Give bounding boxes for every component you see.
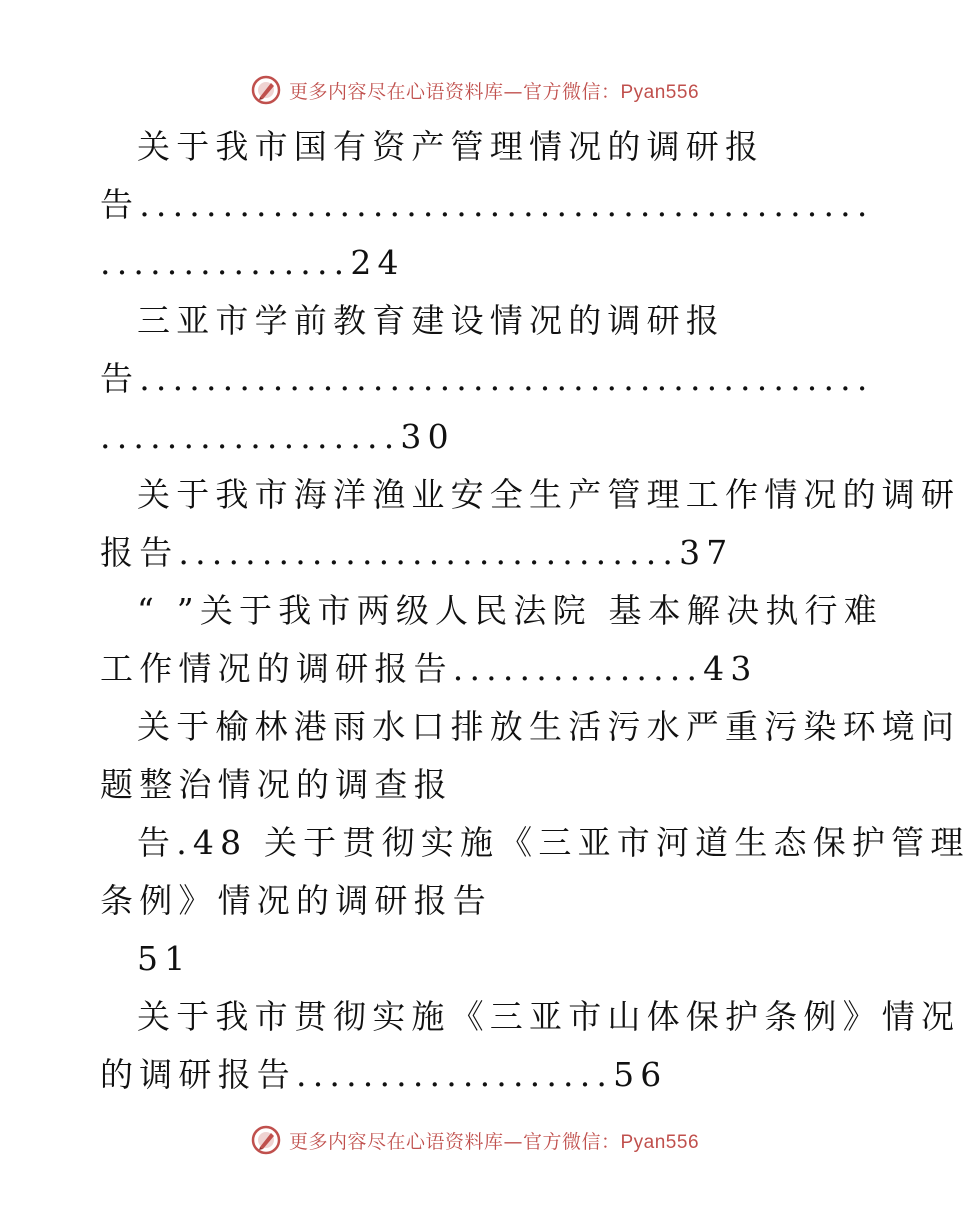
table-of-contents [100, 118, 970, 1104]
toc-line-8[interactable]: 报告..............................37 [100, 533, 734, 572]
toc-line-1[interactable]: 关于我市国有资产管理情况的调研报 [137, 127, 765, 166]
watermark-text: 更多内容尽在心语资料库—官方微信：Pyan556 [288, 1130, 700, 1153]
toc-line-2[interactable]: 告............................................ [100, 185, 874, 224]
toc-line-17[interactable]: 的调研报告...................56 [100, 1055, 668, 1094]
toc-line-10[interactable]: 工作情况的调研报告...............43 [100, 649, 758, 688]
toc-line-9[interactable]: “ ”关于我市两级人民法院 基本解决执行难 [137, 591, 883, 630]
toc-line-6[interactable]: ..................30 [100, 417, 455, 456]
watermark-header [0, 70, 950, 110]
watermark-text: 更多内容尽在心语资料库—官方微信：Pyan556 [288, 80, 700, 103]
watermark-footer [0, 1120, 950, 1160]
toc-line-11[interactable]: 关于榆林港雨水口排放生活污水严重污染环境问 [137, 707, 961, 746]
toc-line-4[interactable]: 三亚市学前教育建设情况的调研报 [137, 301, 725, 340]
toc-line-12[interactable]: 题整治情况的调查报 [100, 765, 453, 804]
pen-in-circle-icon [251, 1125, 281, 1155]
pen-in-circle-icon [251, 75, 281, 105]
toc-line-13[interactable]: 告.48 关于贯彻实施《三亚市河道生态保护管理 [137, 823, 970, 862]
toc-line-3[interactable]: ...............24 [100, 243, 405, 282]
toc-line-5[interactable]: 告............................................ [100, 359, 874, 398]
toc-line-14[interactable]: 条例》情况的调研报告 [100, 881, 492, 920]
toc-line-7[interactable]: 关于我市海洋渔业安全生产管理工作情况的调研 [137, 475, 961, 514]
toc-line-16[interactable]: 关于我市贯彻实施《三亚市山体保护条例》情况 [137, 997, 961, 1036]
toc-line-15[interactable]: 51 [137, 939, 192, 978]
